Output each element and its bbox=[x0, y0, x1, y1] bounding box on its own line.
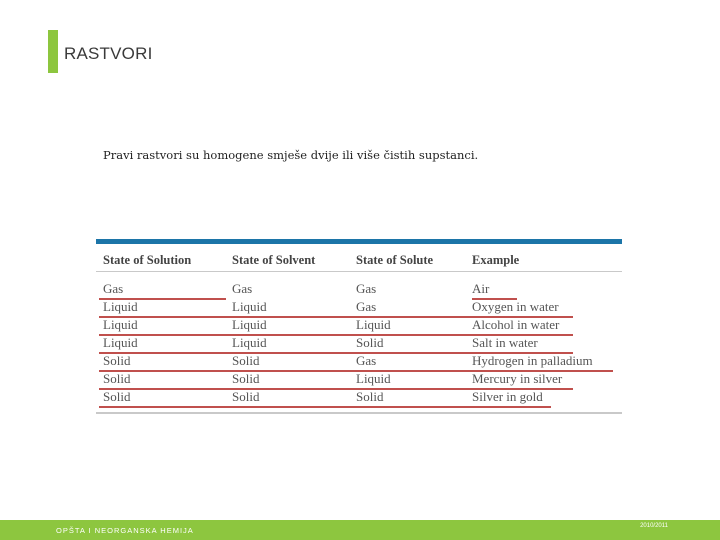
cell-solvent: Gas bbox=[232, 281, 253, 296]
cell-solute: Gas bbox=[356, 281, 377, 296]
footer-course-name: OPŠTA I NEORGANSKA HEMIJA bbox=[56, 526, 194, 535]
table-bottom-rule bbox=[96, 412, 622, 414]
table-row bbox=[96, 389, 622, 407]
header-example: Example bbox=[472, 253, 520, 267]
row-underline bbox=[99, 406, 551, 408]
cell-solvent: Solid bbox=[232, 389, 260, 404]
cell-solvent: Liquid bbox=[232, 317, 267, 332]
table-row bbox=[96, 353, 622, 371]
title-accent-bar bbox=[48, 30, 58, 73]
cell-example: Hydrogen in palladium bbox=[472, 353, 593, 368]
cell-solution: Solid bbox=[103, 371, 131, 386]
cell-solute: Solid bbox=[356, 335, 384, 350]
cell-example: Silver in gold bbox=[472, 389, 543, 404]
table-row bbox=[96, 335, 622, 353]
cell-example: Air bbox=[472, 281, 490, 296]
cell-solution: Liquid bbox=[103, 317, 138, 332]
cell-example: Mercury in silver bbox=[472, 371, 563, 386]
cell-solvent: Liquid bbox=[232, 335, 267, 350]
solutions-table bbox=[96, 239, 622, 414]
cell-solution: Gas bbox=[103, 281, 124, 296]
cell-example: Alcohol in water bbox=[472, 317, 560, 332]
header-state-of-solvent: State of Solvent bbox=[232, 253, 316, 267]
cell-solution: Solid bbox=[103, 389, 131, 404]
cell-solute: Solid bbox=[356, 389, 384, 404]
header-state-of-solution: State of Solution bbox=[103, 253, 192, 267]
cell-solute: Liquid bbox=[356, 371, 391, 386]
table-top-rule bbox=[96, 239, 622, 244]
table-row bbox=[96, 299, 622, 317]
header-rule bbox=[96, 271, 622, 272]
cell-solution: Solid bbox=[103, 353, 131, 368]
cell-solution: Liquid bbox=[103, 335, 138, 350]
cell-example: Oxygen in water bbox=[472, 299, 559, 314]
cell-solvent: Solid bbox=[232, 353, 260, 368]
intro-text: Pravi rastvori su homogene smješe dvije ili više čistih supstanci. bbox=[103, 148, 479, 162]
cell-solute: Liquid bbox=[356, 317, 391, 332]
cell-solute: Gas bbox=[356, 299, 377, 314]
table-row bbox=[96, 281, 622, 299]
cell-solvent: Liquid bbox=[232, 299, 267, 314]
table-row bbox=[96, 371, 622, 389]
footer-year: 2010/2011 bbox=[640, 523, 668, 529]
header-state-of-solute: State of Solute bbox=[356, 253, 434, 267]
footer-bar bbox=[0, 520, 720, 540]
slide-title: RASTVORI bbox=[64, 44, 153, 63]
table-row bbox=[96, 317, 622, 335]
cell-solute: Gas bbox=[356, 353, 377, 368]
cell-example: Salt in water bbox=[472, 335, 538, 350]
cell-solution: Liquid bbox=[103, 299, 138, 314]
table-header-row bbox=[96, 253, 622, 269]
cell-solvent: Solid bbox=[232, 371, 260, 386]
